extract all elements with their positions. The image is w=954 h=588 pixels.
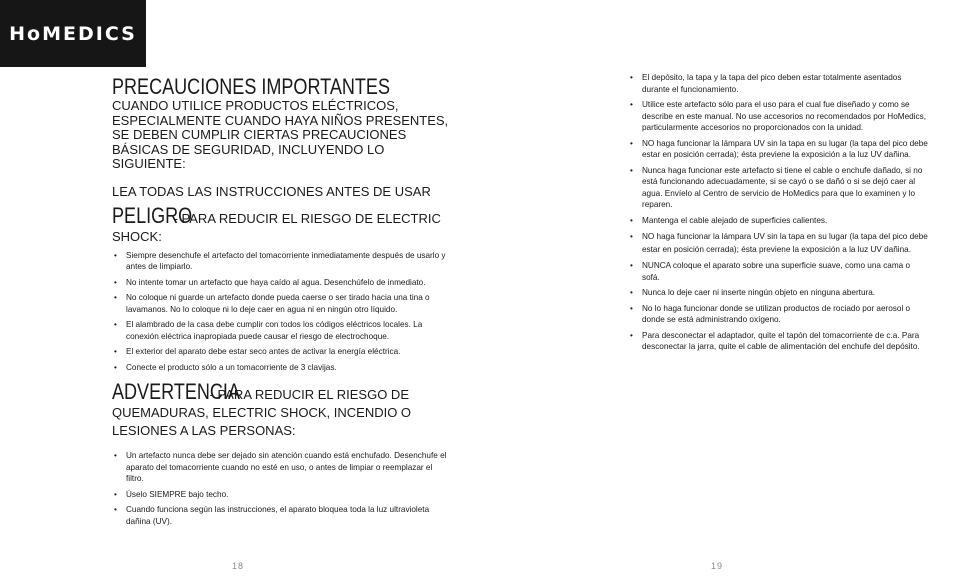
- page-number-left: 18: [232, 561, 245, 571]
- list-item: • Un artefacto nunca debe ser dejado sin atención cuando está enchufado. Desenchufe el aparato del tomacorriente cuando no esté en uso, o antes de limpiar o reemplazar el filtro.: [112, 450, 452, 485]
- advertencia-list: [112, 450, 452, 527]
- list-item: • Para desconectar el adaptador, quite el tapón del tomacorriente de c.a. Para desconectar la jarra, quite el cable de alimentación del enchufe del depósito.: [628, 330, 928, 353]
- page-number-right: 19: [711, 561, 724, 571]
- list-item: • Conecte el producto sólo a un tomacorriente de 3 clavijas.: [112, 362, 452, 374]
- left-page: [112, 76, 452, 531]
- list-item: • NO haga funcionar la lámpara UV sin la tapa en su lugar (la tapa del pico debe estar en posición cerrada); ésta previene la exposición a la luz UV dañina.: [628, 230, 928, 256]
- precautions-list: [628, 72, 928, 353]
- peligro-subtitle: - PARA REDUCIR EL RIESGO DE ELECTRIC SHOCK:: [112, 210, 441, 244]
- list-item: • Mantenga el cable alejado de superficies calientes.: [628, 215, 928, 227]
- right-page: [628, 72, 928, 357]
- list-item: • Siempre desenchufe el artefacto del tomacorriente inmediatamente después de usarlo y antes de limpiarlo.: [112, 250, 452, 273]
- logo-text: HoMEDICS: [9, 22, 137, 45]
- list-item: • El alambrado de la casa debe cumplir con todos los códigos eléctricos locales. La conexión eléctrica inapropiada puede causar el riesgo de electrochoque.: [112, 319, 452, 342]
- list-item: • Nunca haga funcionar este artefacto si tiene el cable o enchufe dañado, si no está funcionando adecuadamente, si se cayó o se dañó o si se dejó caer al agua. Envíelo al Centro de servicio de HoMedics para que lo examinen y lo reparen.: [628, 165, 928, 211]
- list-item: • No lo haga funcionar donde se utilizan productos de rociado por aerosol o donde se está administrando oxígeno.: [628, 303, 928, 326]
- peligro-list: [112, 250, 452, 374]
- advertencia-title: ADVERTENCIA: [112, 379, 240, 404]
- list-item: • No coloque ni guarde un artefacto donde pueda caerse o ser tirado hacia una tina o lavamanos. No lo coloque ni lo deje caer en agua ni en ningún otro líquido.: [112, 292, 452, 315]
- page-title: PRECAUCIONES IMPORTANTES: [112, 74, 390, 99]
- advertencia-subtitle: - PARA REDUCIR EL RIESGO DE QUEMADURAS, ELECTRIC SHOCK, INCENDIO O LESIONES A LAS PERSONAS:: [112, 387, 412, 438]
- list-item: • Utilice este artefacto sólo para el uso para el cual fue diseñado y como se describe en este manual. No use accesorios no recomendados por HoMedics, particularmente accesorios no proporcionados con la unidad.: [628, 99, 928, 134]
- list-item: • El depósito, la tapa y la tapa del pico deben estar totalmente asentados durante el funcionamiento.: [628, 72, 928, 95]
- list-item: • El exterior del aparato debe estar seco antes de activar la energía eléctrica.: [112, 346, 452, 358]
- peligro-heading: [112, 202, 452, 246]
- intro-text: CUANDO UTILICE PRODUCTOS ELÉCTRICOS, ESPECIALMENTE CUANDO HAYA NIÑOS PRESENTES, SE DEBEN CUMPLIR CIERTAS PRECAUCIONES BÁSICAS DE SEGURIDAD, INCLUYENDO LO SIGUIENTE:: [112, 98, 449, 171]
- list-item: • NO haga funcionar la lámpara UV sin la tapa en su lugar (la tapa del pico debe estar en posición cerrada); ésta previene la exposición a la luz UV dañina.: [628, 138, 928, 161]
- list-item: • No intente tomar un artefacto que haya caído al agua. Desenchúfelo de inmediato.: [112, 277, 452, 289]
- list-item: • NUNCA coloque el aparato sobre una superficie suave, como una cama o sofá.: [628, 260, 928, 283]
- brand-logo: [0, 0, 146, 67]
- peligro-title: PELIGRO: [112, 202, 193, 228]
- list-item: • Úselo SIEMPRE bajo techo.: [112, 489, 452, 501]
- read-all-instructions: LEA TODAS LAS INSTRUCCIONES ANTES DE USAR: [112, 183, 431, 199]
- list-item: • Nunca lo deje caer ni inserte ningún objeto en ninguna abertura.: [628, 287, 928, 299]
- list-item: • Cuando funciona según las instrucciones, el aparato bloquea toda la luz ultravioleta dañina (UV).: [112, 504, 452, 527]
- advertencia-heading: [112, 381, 452, 440]
